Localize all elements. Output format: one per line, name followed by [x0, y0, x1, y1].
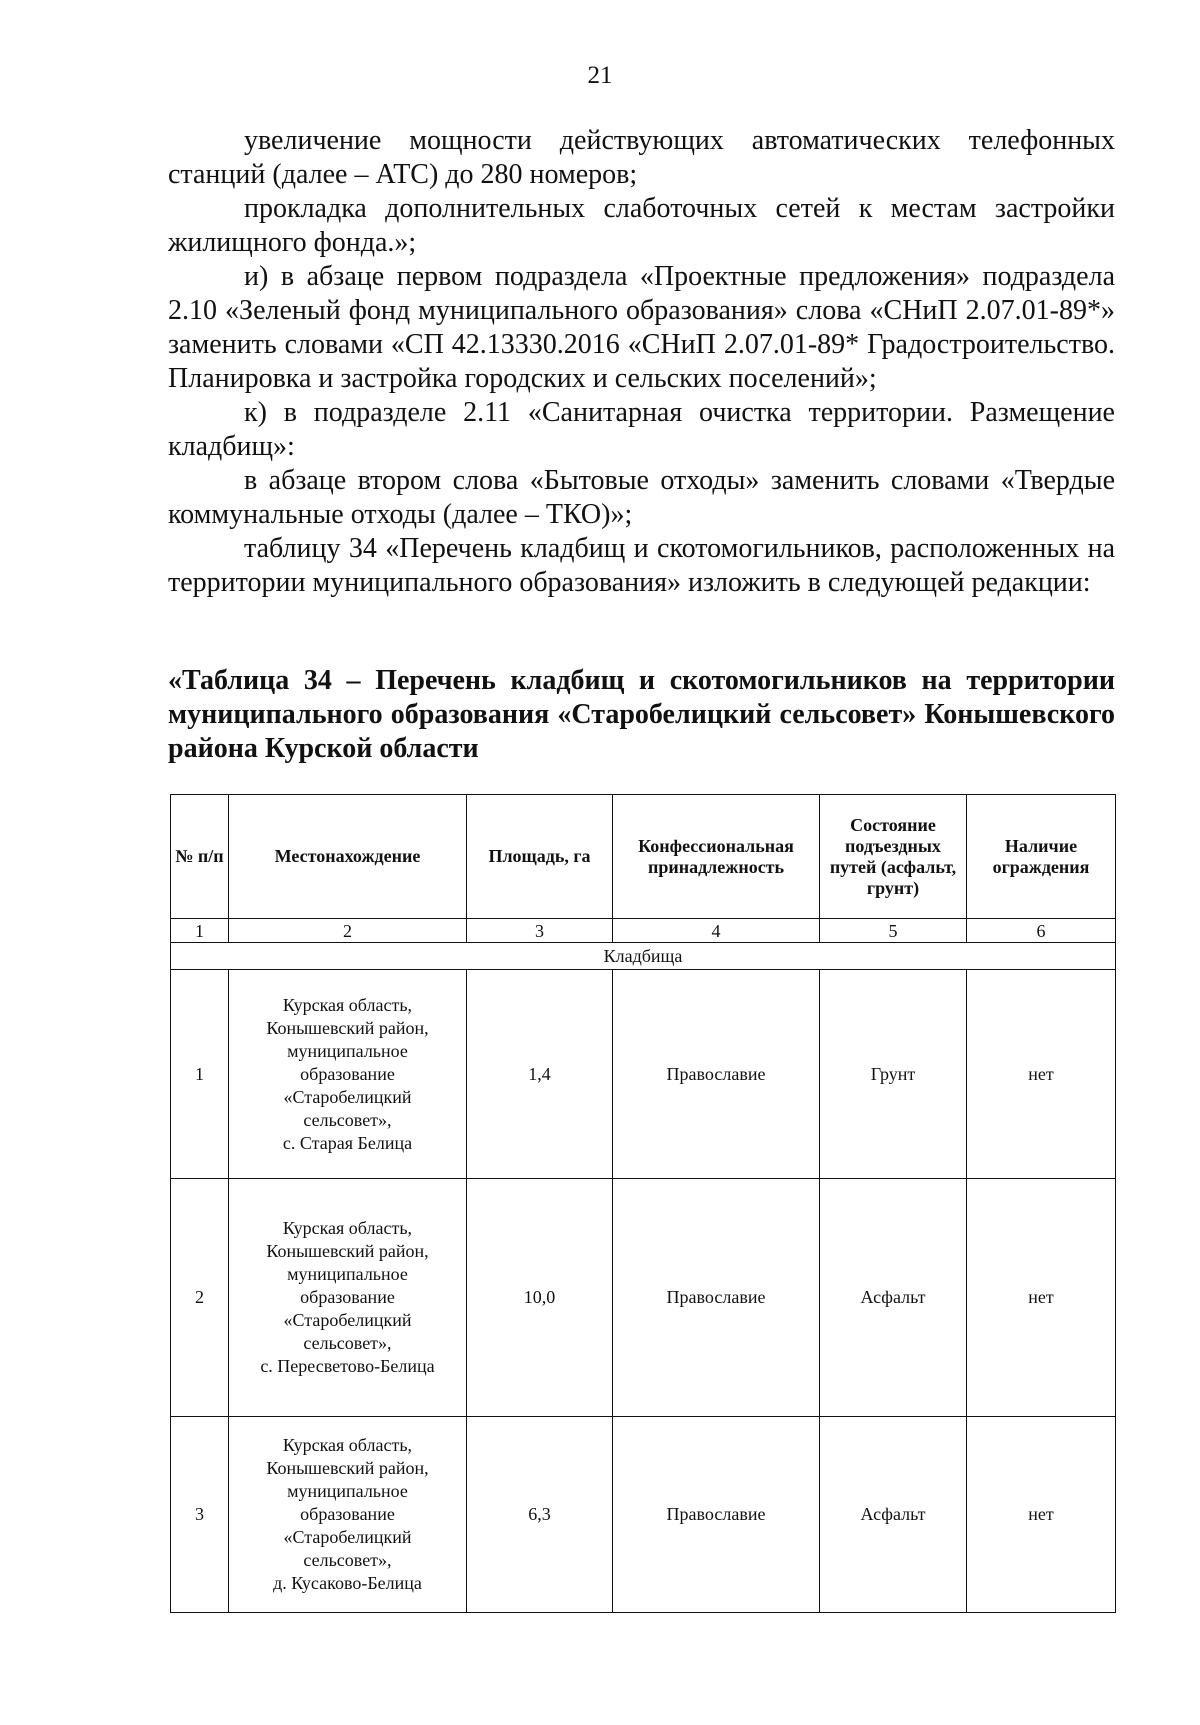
area-cell: 6,3 — [467, 1417, 613, 1613]
column-number-row — [171, 919, 1116, 943]
header-cell-location: Местонахождение — [229, 795, 467, 919]
location-line: Конышевский район, — [266, 1241, 429, 1261]
location-line: сельсовет», — [303, 1109, 392, 1130]
location-line: Конышевский район, — [266, 1458, 429, 1478]
header-cell-confession: Конфессиональная принадлежность — [613, 795, 820, 919]
paragraph: в абзаце втором слова «Бытовые отходы» заменить словами «Твердые коммунальные отходы (далее – ТКО)»; — [168, 465, 1115, 530]
location-line: муниципальное — [287, 1481, 408, 1501]
header-cell-fence: Наличие ограждения — [967, 795, 1116, 919]
fence-cell: нет — [967, 970, 1116, 1179]
paragraph: к) в подразделе 2.11 «Санитарная очистка территории. Размещение кладбищ»: — [168, 397, 1115, 462]
location-line: с. Пересветово-Белица — [260, 1356, 435, 1376]
section-label: Кладбища — [171, 943, 1116, 970]
column-number: 5 — [820, 919, 967, 943]
table-header-row — [171, 795, 1116, 919]
paragraph: таблицу 34 «Перечень кладбищ и скотомогильников, расположенных на территории муниципального образования» изложить в следующей редакции: — [168, 533, 1115, 598]
header-cell-area: Площадь, га — [467, 795, 613, 919]
column-number: 6 — [967, 919, 1116, 943]
column-number: 3 — [467, 919, 613, 943]
location-line: Конышевский район, — [266, 1017, 429, 1038]
road-cell: Асфальт — [820, 1179, 967, 1417]
location-line: «Старобелицкий — [283, 1086, 412, 1107]
row-number: 2 — [171, 1179, 229, 1417]
paragraph: увеличение мощности действующих автоматических телефонных станций (далее – АТС) до 280 номеров; — [168, 125, 1115, 190]
area-cell: 1,4 — [467, 970, 613, 1179]
location-line: Курская область, — [282, 1435, 413, 1455]
table-title: «Таблица 34 – Перечень кладбищ и скотомогильников на территории муниципального образования «Старобелицкий сельсовет» Конышевского района Курской области — [168, 665, 1115, 764]
paragraph: и) в абзаце первом подраздела «Проектные предложения» подраздела 2.10 «Зеленый фонд муниципального образования» слова «СНиП 2.07.01-89*» заменить словами «СП 42.13330.2016 «СНиП 2.07.01-89* Градостроительство. Планировка и застройка городских и сельских поселений»; — [168, 261, 1115, 394]
location-cell — [229, 1179, 467, 1417]
column-number: 1 — [171, 919, 229, 943]
header-cell-road: Состояние подъездных путей (асфальт, грунт) — [820, 795, 967, 919]
table-row — [171, 1179, 1116, 1417]
page-number: 21 — [587, 62, 613, 89]
section-row — [171, 943, 1116, 970]
fence-cell: нет — [967, 1417, 1116, 1613]
table-container — [170, 794, 1116, 1613]
location-line: сельсовет», — [303, 1333, 392, 1353]
row-number: 1 — [171, 970, 229, 1179]
column-number: 2 — [229, 919, 467, 943]
row-number: 3 — [171, 1417, 229, 1613]
paragraph: прокладка дополнительных слаботочных сетей к местам застройки жилищного фонда.»; — [168, 193, 1115, 258]
location-cell — [229, 1417, 467, 1613]
road-cell: Асфальт — [820, 1417, 967, 1613]
location-line: образование — [300, 1287, 395, 1307]
location-line: образование — [300, 1063, 395, 1084]
location-line: д. Кусаково-Белица — [273, 1573, 422, 1593]
location-line: Курская область, — [282, 994, 413, 1015]
header-cell-number: № п/п — [171, 795, 229, 919]
location-line: сельсовет», — [303, 1550, 392, 1570]
location-cell — [229, 970, 467, 1179]
confession-cell: Православие — [613, 1417, 820, 1613]
column-number: 4 — [613, 919, 820, 943]
location-line: муниципальное — [287, 1264, 408, 1284]
location-line: «Старобелицкий — [283, 1310, 412, 1330]
body-text — [168, 124, 1115, 600]
fence-cell: нет — [967, 1179, 1116, 1417]
area-cell: 10,0 — [467, 1179, 613, 1417]
table-row — [171, 970, 1116, 1179]
table-row — [171, 1417, 1116, 1613]
confession-cell: Православие — [613, 970, 820, 1179]
cemeteries-table — [170, 794, 1116, 1613]
location-line: Курская область, — [282, 1218, 413, 1238]
road-cell: Грунт — [820, 970, 967, 1179]
location-line: муниципальное — [287, 1040, 408, 1061]
location-line: образование — [300, 1504, 395, 1524]
location-line: с. Старая Белица — [282, 1132, 413, 1153]
location-line: «Старобелицкий — [283, 1527, 412, 1547]
confession-cell: Православие — [613, 1179, 820, 1417]
